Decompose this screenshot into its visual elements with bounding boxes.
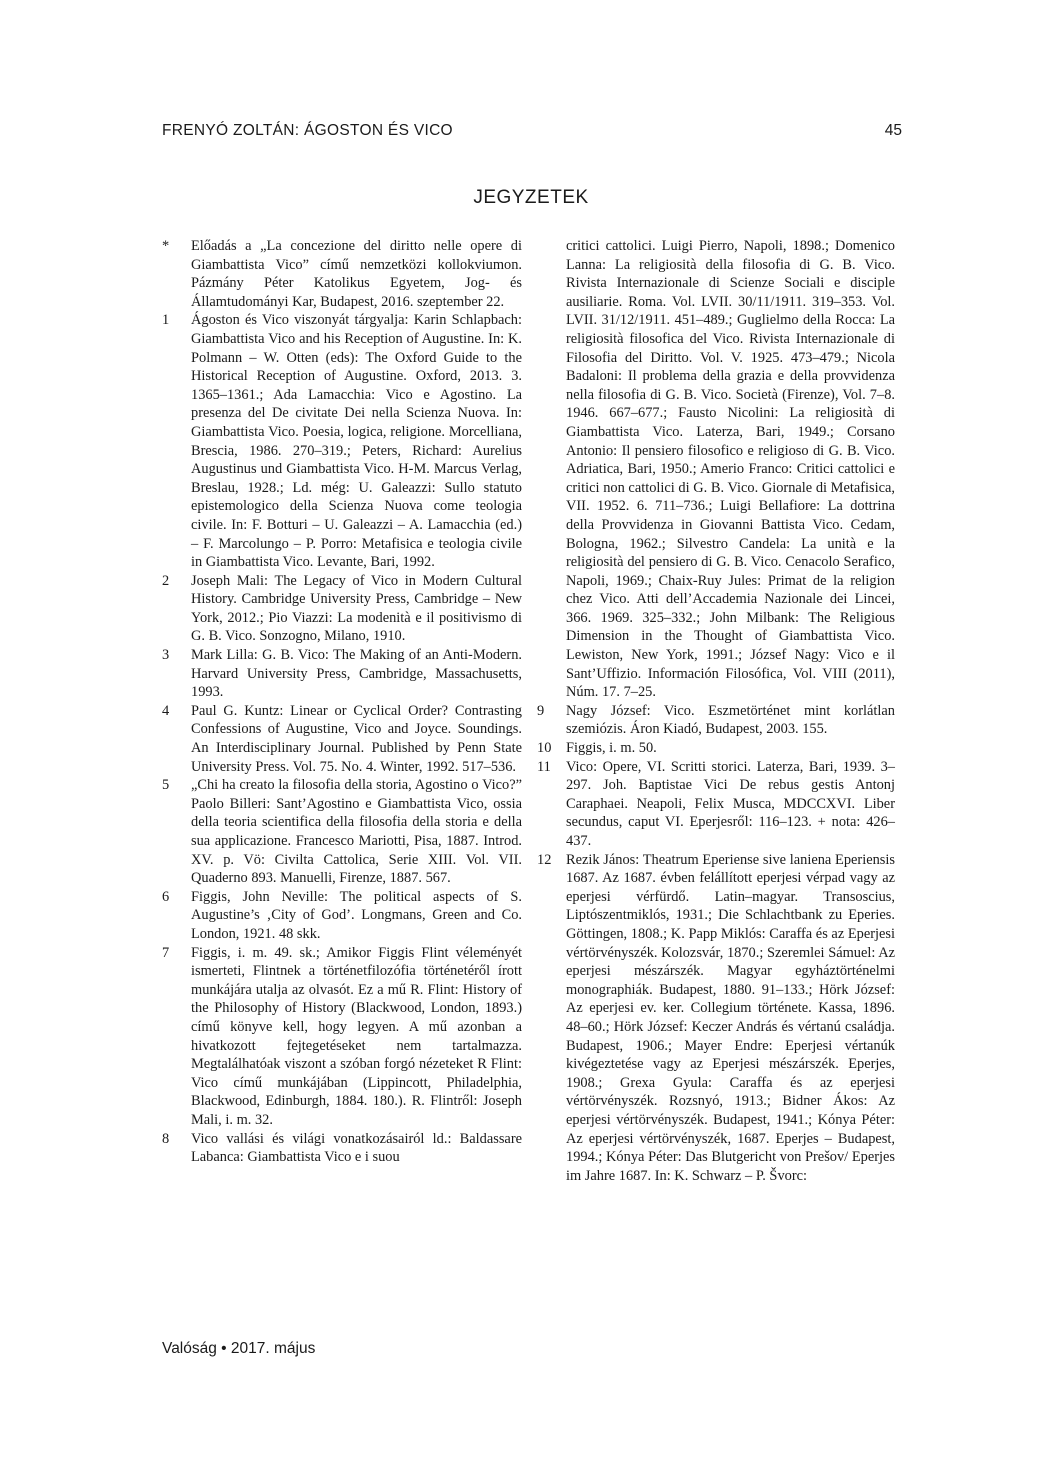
footnote-text: Vico vallási és világi vonatkozásairól ld.: Baldassare Labanca: Giambattista Vico e i suou xyxy=(191,1130,522,1166)
footnote-number: 9 xyxy=(537,702,545,719)
footnote xyxy=(162,646,522,702)
footnote-text: Figgis, i. m. 50. xyxy=(566,740,657,757)
footnote-continuation xyxy=(537,237,895,702)
page-number: 45 xyxy=(884,122,902,139)
footnote-number: 10 xyxy=(537,740,552,757)
footnote-text: Paul G. Kuntz: Linear or Cyclical Order? Contrasting Confessions of Augustine, Vico and Joyce. Soundings. An Interdisciplinary Journal. Published by Penn State University Press. Vol. 75. No. 4. Winter, 1992. 517–536. xyxy=(191,702,522,775)
footnote-number: 6 xyxy=(162,888,170,905)
footnote-text: Joseph Mali: The Legacy of Vico in Modern Cultural History. Cambridge University Press, Cambridge – New York, 2012.; Pio Viazzi: La modenità e il positivismo di G. B. Vico. Sonzogno, Milano, 1910. xyxy=(191,572,522,645)
footnote xyxy=(162,888,522,944)
footnote-number: 1 xyxy=(162,312,170,329)
footnote xyxy=(162,237,522,311)
footnote-number: 2 xyxy=(162,572,170,589)
running-title: FRENYÓ ZOLTÁN: ÁGOSTON ÉS VICO xyxy=(162,122,453,139)
footnote xyxy=(162,572,522,646)
journal-footer: Valóság • 2017. május xyxy=(162,1340,316,1357)
section-title: JEGYZETEK xyxy=(473,187,589,208)
footnote-number: 3 xyxy=(162,647,170,664)
footnote-number: 11 xyxy=(537,758,551,775)
footnote-text: Vico: Opere, VI. Scritti storici. Laterza, Bari, 1939. 3–297. Joh. Baptistae Vici De rebus gestis Antonj Caraphaei. Neapoli, Felix Musca, MDCCXVI. Liber secundus, caput VI. Eperjesről: 116–123. + nota: 426–437. xyxy=(566,758,895,849)
footnote-text: Rezik János: Theatrum Eperiense sive laniena Eperiensis 1687. Az 1687. évben felállított eperjesi vérpad vagy az eperjesi vérfürdő. Latin–magyar. Transoscius, Liptószentmiklós, 1931.; Die Schlachtbank zu Eperies. Göttingen, 1808.; K. Papp Miklós: Caraffa és az Eperjesi vértörvényszék. Kolozsvár, 1870.; Szeremlei Sámuel: Az eperjesi mészárszék. Magyar egyháztörténelmi monographiák. Budapest, 1880. 91–133.; Hörk József: Az eperjesi ev. ker. Collegium története. Kassa, 1896. 48–60.; Hörk József: Keczer András és vértanú családja. Budapest, 1906.; Mayer Endre: Eperjesi vértanúk kivégeztetése vagy az Eperjesi mészárszék. Eperjes, 1908.; Grexa Gyula: Caraffa és az eperjesi vértörvényszék. Rozsnyó, 1913.; Bidner Ákos: Az eperjesi vértörvényszék. Budapest, 1941.; Kónya Péter: Az eperjesi vértörvényszék, 1687. Eperjes – Budapest, 1994.; Kónya Péter: Das Blutgericht von Prešov/ Eperjes im Jahre 1687. In: K. Schwarz – P. Švorc: xyxy=(566,851,895,1184)
footnote-number: 8 xyxy=(162,1130,170,1147)
footnote xyxy=(162,776,522,888)
footnote-number: 5 xyxy=(162,777,170,794)
footnote xyxy=(537,851,895,1186)
footnote-text: Ágoston és Vico viszonyát tárgyalja: Karin Schlapbach: Giambattista Vico and his Reception of Augustine. In: K. Polmann – W. Otten (eds): The Oxford Guide to the Historical Reception of Augustine. Oxford, 2013. 3. 1365–1361.; Ada Lamacchia: Vico e Agostino. La presenza del De civitate Dei nella Scienza Nuova. In: Giambattista Vico. Poesia, logica, religione. Morcelliana, Brescia, 1986. 270–319.; Peters, Richard: Aurelius Augustinus und Giambattista Vico. H-M. Marcus Verlag, Breslau, 1928.; Ld. még: U. Galeazzi: Sullo statuto epistemologico della Scienza Nuova come teologia civile. In: F. Botturi – U. Galeazzi – A. Lamacchia (ed.) – F. Marcolungo – P. Porro: Metafisica e teologia civile in Giambattista Vico. Levante, Bari, 1992. xyxy=(191,312,522,571)
notes-column-left xyxy=(162,237,522,1167)
footnote-number: 12 xyxy=(537,851,552,868)
footnote xyxy=(162,1130,522,1167)
footnote-text: Előadás a „La concezione del diritto nelle opere di Giambattista Vico” című nemzetközi kollokviumon. Pázmány Péter Katolikus Egyetem, Jog- és Államtudományi Kar, Budapest, 2016. szeptember 22. xyxy=(191,238,522,310)
footnote-number: * xyxy=(162,238,170,254)
footnote xyxy=(162,702,522,776)
footnote xyxy=(162,944,522,1130)
footnote-text: Figgis, i. m. 49. sk.; Amikor Figgis Flint véleményét ismerteti, Flintnek a történetfilozófia történetéről írott munkájára utalja az olvasót. Ez a mű R. Flint: History of the Philosophy of History (Blackwood, London, 1893.) című könyve kell, hogy legyen. A mű azonban a hivatkozott fejtegetéseket nem tartalmazza. Megtalálhatóak viszont a szóban forgó nézeteket R Flint: Vico című munkájában (Lippincott, Philadelphia, Blackwood, Edinburgh, 1884. 180.). R. Flintről: Joseph Mali, i. m. 32. xyxy=(191,944,522,1128)
footnote xyxy=(537,758,895,851)
footnote-text: critici cattolici. Luigi Pierro, Napoli, 1898.; Domenico Lanna: La religiosità della filosofia di G. B. Vico. Rivista Internazionale di Scienze Sociali e disciple ausiliarie. Roma. Vol. LVII. 30/11/1911. 319–353. Vol. LVII. 31/12/1911. 451–489.; Guglielmo della Rocca: La religiosità filosofica del Vico. Rivista Internazionale di Filosofia del Diritto. Vol. V. 1925. 473–479.; Nicola Badaloni: Il problema della grazia e della provvidenza nella filosofia di G. B. Vico. Società (Firenze), Vol. 7–8. 1946. 667–677.; Fausto Nicolini: La religiosità di Giambattista Vico. Laterza, Bari, 1949.; Corsano Antonio: Il pensiero filosofico e religioso di G. B. Vico. Adriatica, Bari, 1950.; Amerio Franco: Critici cattolici e critici non cattolici di G. B. Vico. Giornale di Metafisica, VII. 1952. 6. 711–736.; Luigi Bellafiore: La dottrina della Provvidenza in Giovanni Battista Vico. Cedam, Bologna, 1962.; Silvestro Candela: La unità e la religiosità del pensiero di G. B. Vico. Cenacolo Serafico, Napoli, 1969.; Chaix-Ruy Jules: Primat de la religion chez Vico. Atti dell’Accademia Nazionale dei Lincei, 366. 1969. 325–332.; John Milbank: The Religious Dimension in the Thought of Giambattista Vico. Lewiston, New York, 1991.; József Nagy: Vico e il Sant’Uffizio. Información Filosófica, Vol. VIII (2011), Núm. 17. 7–25. xyxy=(566,238,895,701)
footnote-text: „Chi ha creato la filosofia della storia, Agostino o Vico?” Paolo Billeri: Sant’Agostino e Giambattista Vico, ossia della teoria scientifica della filosofia della storia e della sua applicazione. Francesco Mariotti, Pisa, 1887. Introd. XV. p. Vö: Civilta Cattolica, Serie XIII. Vol. VII. Quaderno 893. Manuelli, Firenze, 1887. 567. xyxy=(191,777,522,887)
footnote-text: Mark Lilla: G. B. Vico: The Making of an Anti-Modern. Harvard University Press, Cambridge, Massachusetts, 1993. xyxy=(191,647,522,701)
footnote-number: 7 xyxy=(162,944,170,961)
footnote xyxy=(537,702,895,739)
footnote xyxy=(162,311,522,571)
footnote-number: 4 xyxy=(162,702,170,719)
footnote xyxy=(537,739,895,758)
footnote-text: Nagy József: Vico. Eszmetörténet mint korlátlan szemiózis. Áron Kiadó, Budapest, 2003. 155. xyxy=(566,702,895,738)
footnote-text: Figgis, John Neville: The political aspects of S. Augustine’s ‚City of God’. Longmans, Green and Co. London, 1921. 48 skk. xyxy=(191,888,522,942)
notes-column-right xyxy=(537,237,895,1185)
